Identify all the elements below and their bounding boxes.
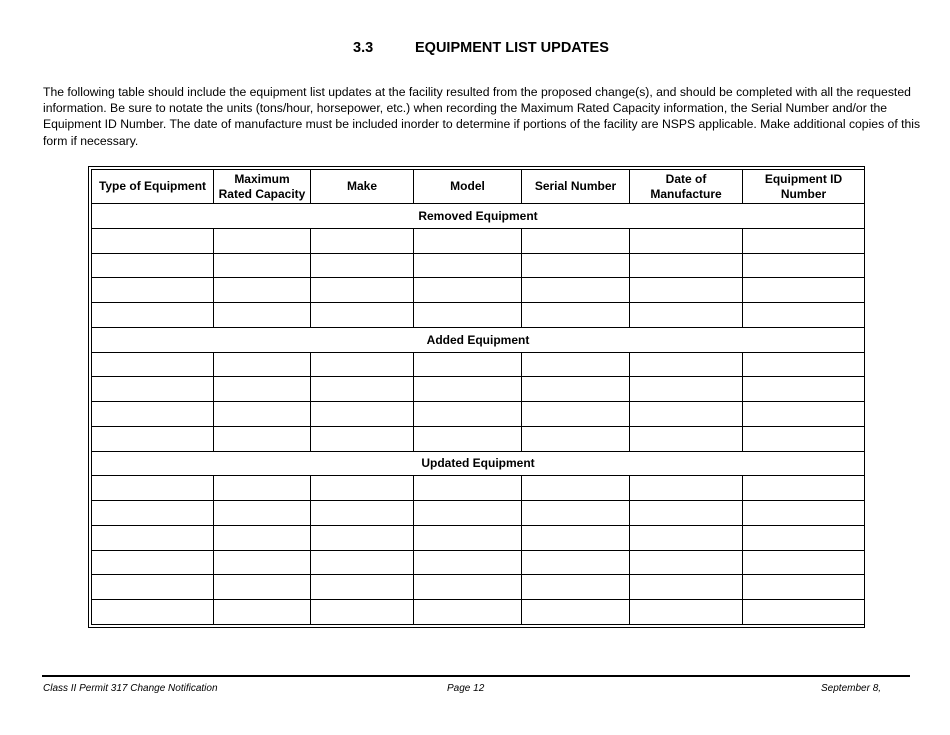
table-cell-input[interactable] [743, 352, 865, 377]
table-cell-input[interactable] [92, 426, 214, 451]
section-row-added [92, 327, 865, 352]
table-cell-input[interactable] [414, 228, 522, 253]
column-header-model: Model [414, 170, 522, 204]
section-label-removed: Removed Equipment [92, 204, 865, 229]
table-cell-input[interactable] [522, 426, 630, 451]
intro-paragraph: The following table should include the equipment list updates at the facility resulted from the proposed change(s), and should be completed with all the requested information. Be sure to notate the units (tons/hour, horsepower, etc.) when recording the Maximum Rated Capacity information, the Serial Number and/or the Equipment ID Number. The date of manufacture must be included inorder to determine if portions of the facility are NSPS applicable. Make additional copies of this form if necessary. [43, 85, 921, 148]
table-cell-input[interactable] [522, 402, 630, 427]
table-cell-input[interactable] [92, 525, 214, 550]
footer-page-number: Page 12 [447, 683, 485, 694]
table-cell-input[interactable] [214, 476, 311, 501]
footer-divider [42, 675, 910, 677]
table-cell-input[interactable] [311, 402, 414, 427]
table-cell-input[interactable] [743, 525, 865, 550]
table-cell-input[interactable] [311, 303, 414, 328]
table-cell-input[interactable] [743, 228, 865, 253]
table-cell-input[interactable] [311, 550, 414, 575]
table-cell-input[interactable] [214, 575, 311, 600]
table-cell-input[interactable] [414, 303, 522, 328]
table-cell-input[interactable] [311, 228, 414, 253]
table-row [92, 525, 865, 550]
column-header-date: Date of Manufacture [630, 170, 743, 204]
table-cell-input[interactable] [311, 501, 414, 526]
table-cell-input[interactable] [522, 352, 630, 377]
table-cell-input[interactable] [311, 525, 414, 550]
footer-date: September 8, [821, 683, 882, 694]
table-cell-input[interactable] [311, 476, 414, 501]
table-cell-input[interactable] [414, 550, 522, 575]
table-cell-input[interactable] [214, 377, 311, 402]
table-cell-input[interactable] [92, 600, 214, 625]
table-header-row [92, 170, 865, 204]
table-cell-input[interactable] [214, 501, 311, 526]
section-label-added: Added Equipment [92, 327, 865, 352]
table-row [92, 550, 865, 575]
table-cell-input[interactable] [522, 600, 630, 625]
table-cell-input[interactable] [522, 228, 630, 253]
equipment-table-frame [88, 166, 865, 628]
table-cell-input[interactable] [630, 278, 743, 303]
table-cell-input[interactable] [630, 228, 743, 253]
table-cell-input[interactable] [743, 253, 865, 278]
table-cell-input[interactable] [311, 377, 414, 402]
table-cell-input[interactable] [214, 600, 311, 625]
table-cell-input[interactable] [630, 501, 743, 526]
table-cell-input[interactable] [522, 575, 630, 600]
table-cell-input[interactable] [214, 253, 311, 278]
table-row [92, 501, 865, 526]
table-cell-input[interactable] [743, 278, 865, 303]
table-cell-input[interactable] [630, 377, 743, 402]
table-cell-input[interactable] [92, 278, 214, 303]
column-header-type: Type of Equipment [92, 170, 214, 204]
column-header-make: Make [311, 170, 414, 204]
table-cell-input[interactable] [630, 600, 743, 625]
table-row [92, 426, 865, 451]
table-cell-input[interactable] [630, 402, 743, 427]
table-cell-input[interactable] [214, 228, 311, 253]
table-cell-input[interactable] [414, 253, 522, 278]
table-cell-input[interactable] [522, 278, 630, 303]
table-cell-input[interactable] [743, 402, 865, 427]
table-cell-input[interactable] [414, 402, 522, 427]
table-row [92, 303, 865, 328]
table-cell-input[interactable] [214, 550, 311, 575]
table-cell-input[interactable] [414, 501, 522, 526]
table-cell-input[interactable] [630, 253, 743, 278]
section-row-updated [92, 451, 865, 476]
column-header-serial: Serial Number [522, 170, 630, 204]
table-cell-input[interactable] [522, 253, 630, 278]
table-cell-input[interactable] [92, 253, 214, 278]
table-cell-input[interactable] [630, 550, 743, 575]
table-cell-input[interactable] [414, 278, 522, 303]
column-header-equipment-id: Equipment ID Number [743, 170, 865, 204]
table-cell-input[interactable] [414, 426, 522, 451]
table-cell-input[interactable] [743, 476, 865, 501]
table-row [92, 228, 865, 253]
table-cell-input[interactable] [311, 352, 414, 377]
table-cell-input[interactable] [743, 600, 865, 625]
table-cell-input[interactable] [630, 426, 743, 451]
table-cell-input[interactable] [92, 575, 214, 600]
table-cell-input[interactable] [414, 377, 522, 402]
table-cell-input[interactable] [630, 575, 743, 600]
table-row [92, 575, 865, 600]
table-cell-input[interactable] [414, 575, 522, 600]
table-cell-input[interactable] [522, 550, 630, 575]
table-cell-input[interactable] [214, 303, 311, 328]
table-cell-input[interactable] [311, 426, 414, 451]
table-cell-input[interactable] [214, 426, 311, 451]
table-row [92, 278, 865, 303]
table-cell-input[interactable] [214, 402, 311, 427]
table-cell-input[interactable] [522, 377, 630, 402]
table-cell-input[interactable] [214, 352, 311, 377]
table-cell-input[interactable] [522, 525, 630, 550]
table-cell-input[interactable] [92, 476, 214, 501]
equipment-table [91, 169, 865, 625]
table-body [92, 204, 865, 625]
table-cell-input[interactable] [630, 352, 743, 377]
column-header-capacity: Maximum Rated Capacity [214, 170, 311, 204]
table-cell-input[interactable] [630, 303, 743, 328]
table-cell-input[interactable] [311, 600, 414, 625]
table-row [92, 402, 865, 427]
table-cell-input[interactable] [743, 303, 865, 328]
table-cell-input[interactable] [414, 525, 522, 550]
section-number: 3.3 [353, 40, 374, 56]
footer-document-name: Class II Permit 317 Change Notification [43, 683, 218, 694]
table-cell-input[interactable] [743, 501, 865, 526]
table-row [92, 600, 865, 625]
table-cell-input[interactable] [311, 278, 414, 303]
table-cell-input[interactable] [92, 402, 214, 427]
table-cell-input[interactable] [414, 476, 522, 501]
table-cell-input[interactable] [743, 426, 865, 451]
table-row [92, 377, 865, 402]
table-cell-input[interactable] [522, 501, 630, 526]
table-cell-input[interactable] [92, 303, 214, 328]
table-cell-input[interactable] [630, 525, 743, 550]
table-cell-input[interactable] [743, 550, 865, 575]
table-cell-input[interactable] [743, 575, 865, 600]
table-cell-input[interactable] [92, 501, 214, 526]
section-row-removed [92, 204, 865, 229]
table-cell-input[interactable] [92, 228, 214, 253]
table-cell-input[interactable] [92, 377, 214, 402]
table-cell-input[interactable] [414, 600, 522, 625]
table-cell-input[interactable] [214, 525, 311, 550]
table-cell-input[interactable] [311, 575, 414, 600]
table-cell-input[interactable] [630, 476, 743, 501]
table-cell-input[interactable] [214, 278, 311, 303]
table-row [92, 476, 865, 501]
table-row [92, 253, 865, 278]
table-cell-input[interactable] [743, 377, 865, 402]
table-cell-input[interactable] [311, 253, 414, 278]
table-cell-input[interactable] [522, 476, 630, 501]
table-cell-input[interactable] [414, 352, 522, 377]
table-cell-input[interactable] [92, 550, 214, 575]
table-row [92, 352, 865, 377]
section-title: EQUIPMENT LIST UPDATES [415, 40, 609, 56]
table-cell-input[interactable] [92, 352, 214, 377]
table-cell-input[interactable] [522, 303, 630, 328]
section-label-updated: Updated Equipment [92, 451, 865, 476]
